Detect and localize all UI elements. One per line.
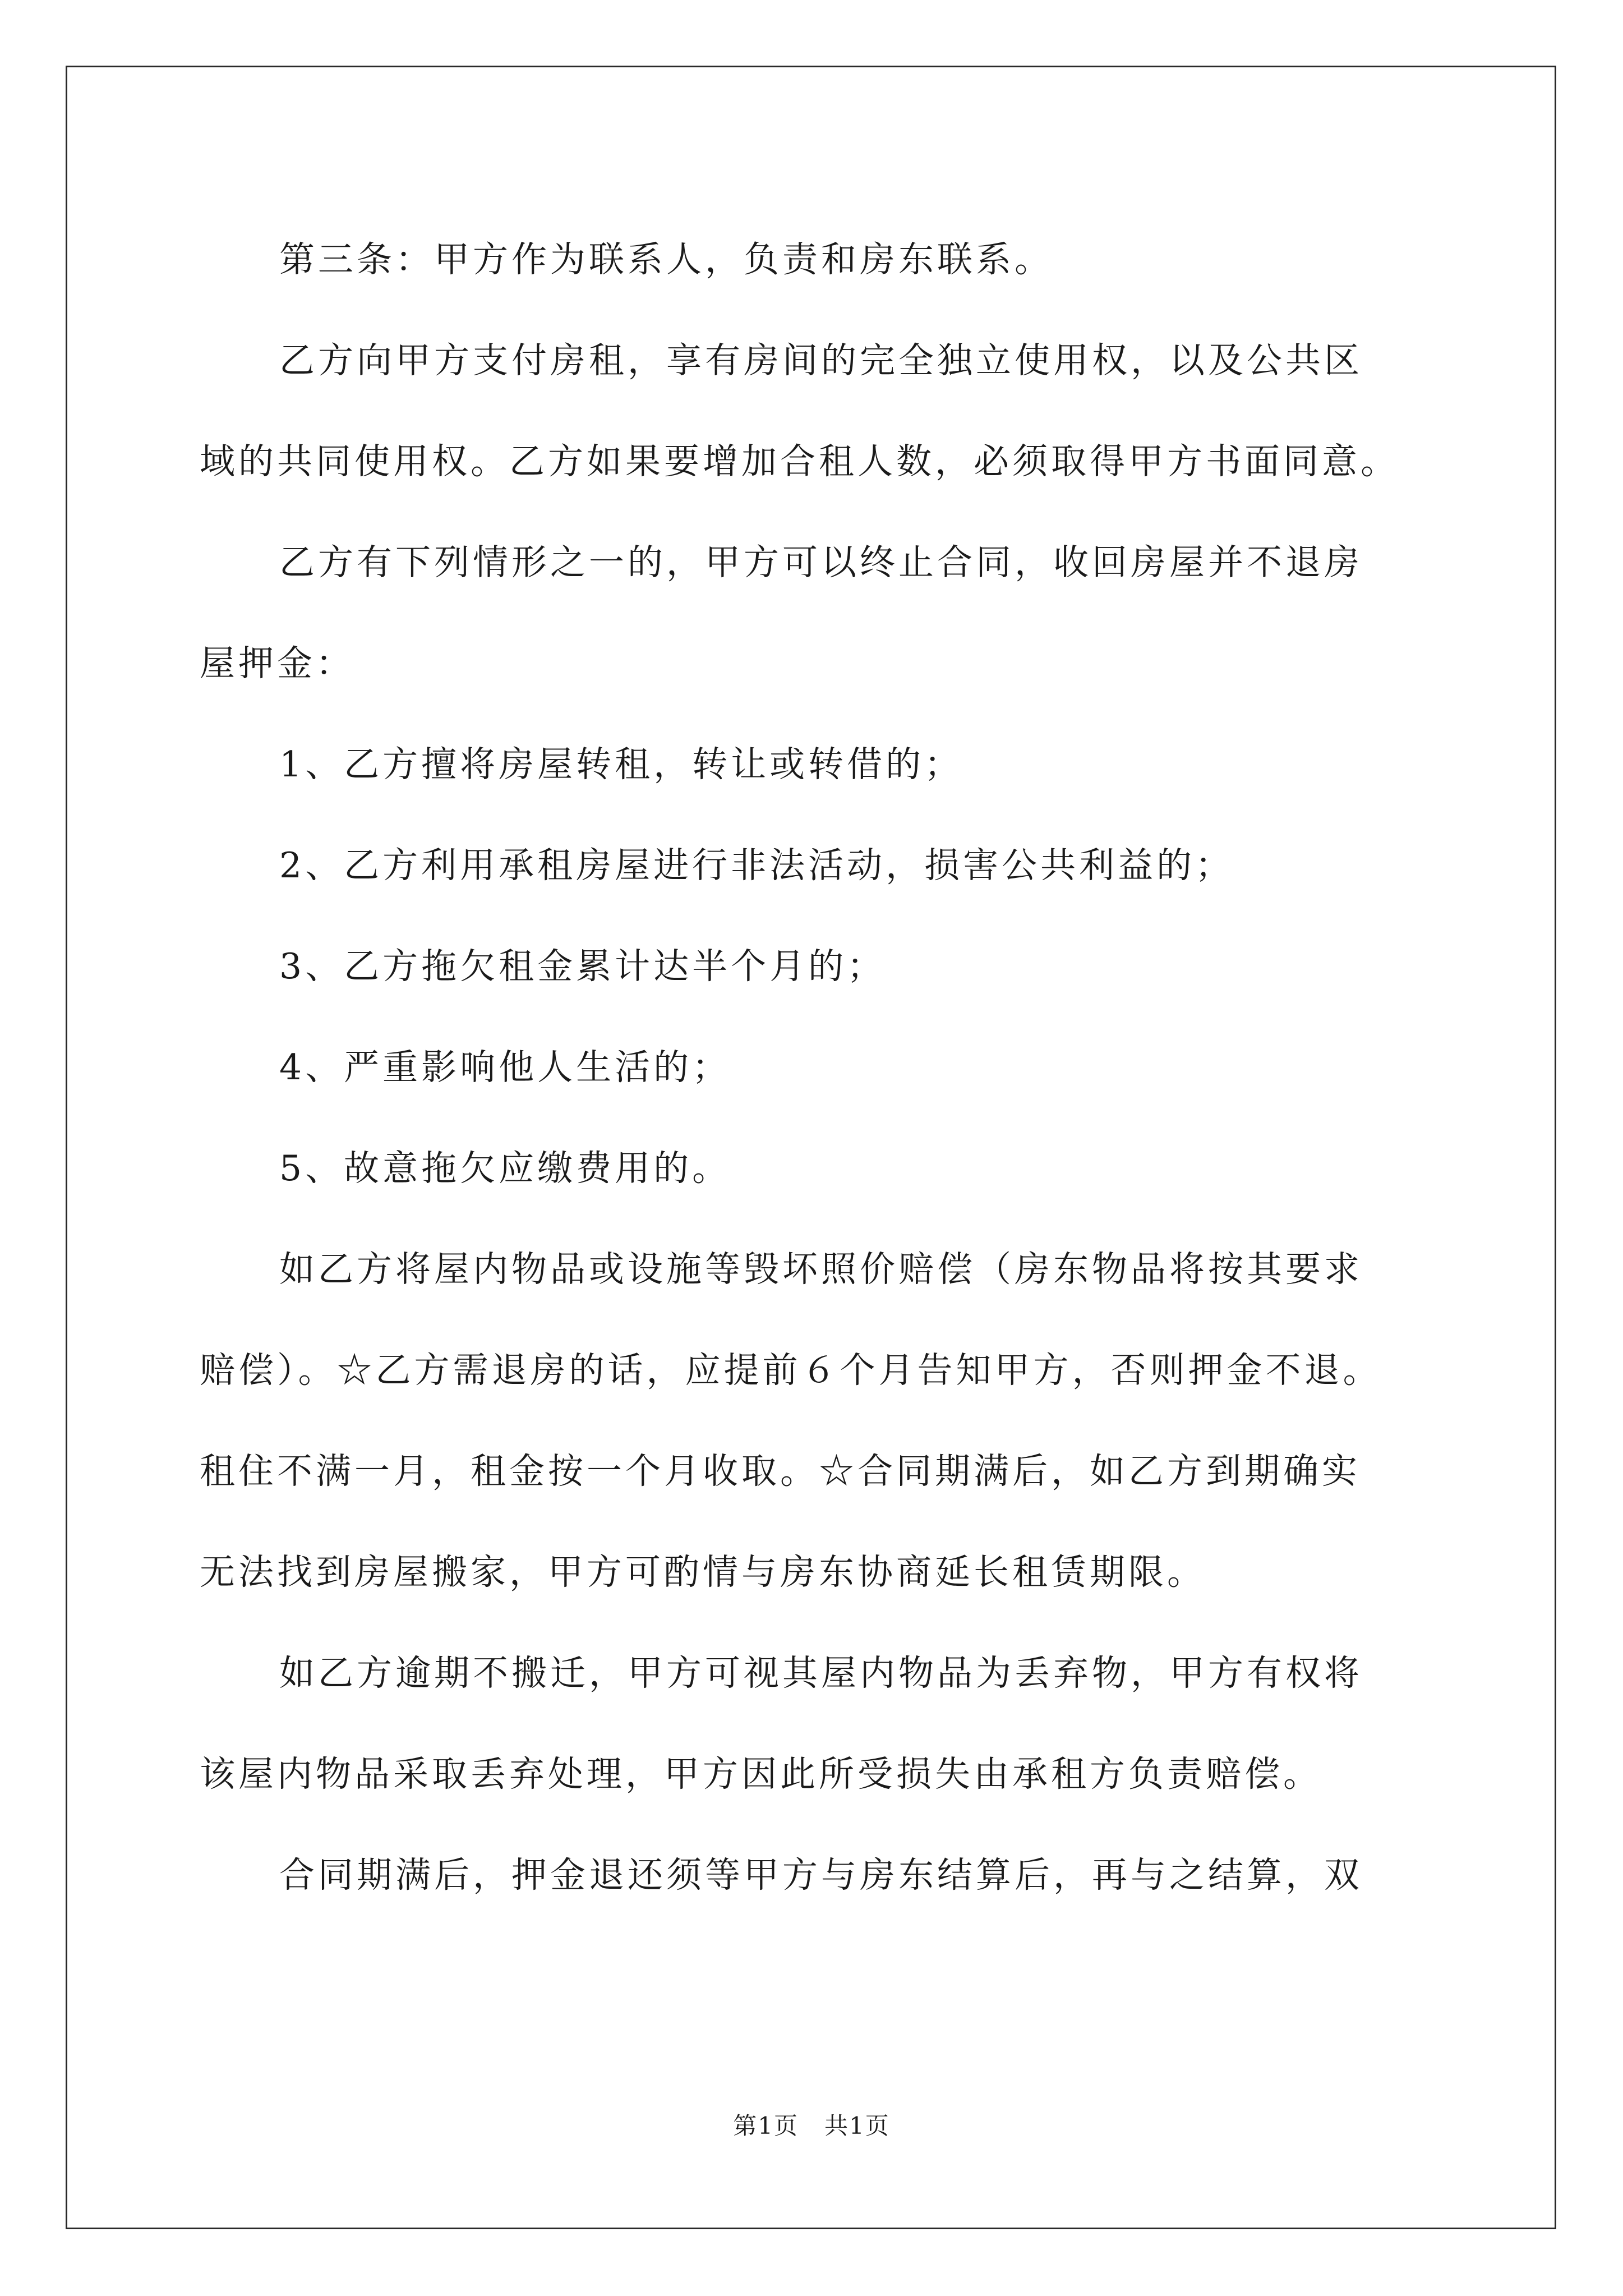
- list-item-2: 2、乙方利用承租房屋进行非法活动，损害公共利益的；: [279, 845, 1234, 886]
- paragraph-rent-line-1: 乙方向甲方支付房租，享有房间的完全独立使用权，以及公共区: [279, 340, 1363, 381]
- paragraph-damage-line-2: 赔偿）。☆乙方需退房的话，应提前６个月告知甲方，否则押金不退。: [200, 1350, 1382, 1391]
- list-item-5: 5、故意拖欠应缴费用的。: [279, 1148, 731, 1189]
- paragraph-damage-line-1: 如乙方将屋内物品或设施等毁坏照价赔偿（房东物品将按其要求: [279, 1249, 1363, 1290]
- paragraph-overdue-line-1: 如乙方逾期不搬迁，甲方可视其屋内物品为丢弃物，甲方有权将: [279, 1653, 1363, 1694]
- paragraph-termination-line-1: 乙方有下列情形之一的，甲方可以终止合同，收回房屋并不退房: [279, 542, 1363, 583]
- paragraph-rent-line-2: 域的共同使用权。乙方如果要增加合租人数，必须取得甲方书面同意。: [200, 441, 1399, 482]
- clause-three-line: 第三条：甲方作为联系人，负责和房东联系。: [279, 239, 1053, 280]
- paragraph-deposit-line-1: 合同期满后，押金退还须等甲方与房东结算后，再与之结算，双: [279, 1855, 1363, 1895]
- list-item-1: 1、乙方擅将房屋转租，转让或转借的；: [279, 744, 963, 785]
- document-body: [200, 209, 1428, 1926]
- paragraph-overdue-line-2: 该屋内物品采取丢弃处理，甲方因此所受损失由承租方负责赔偿。: [200, 1754, 1322, 1795]
- paragraph-damage-line-4: 无法找到房屋搬家，甲方可酌情与房东协商延长租赁期限。: [200, 1552, 1206, 1593]
- list-item-4: 4、严重影响他人生活的；: [279, 1047, 731, 1088]
- paragraph-termination-line-2: 屋押金：: [200, 643, 354, 684]
- list-item-3: 3、乙方拖欠租金累计达半个月的；: [279, 946, 886, 987]
- paragraph-damage-line-3: 租住不满一月，租金按一个月收取。☆合同期满后，如乙方到期确实: [200, 1451, 1361, 1492]
- page-footer: 第1页 共1页: [733, 2112, 890, 2139]
